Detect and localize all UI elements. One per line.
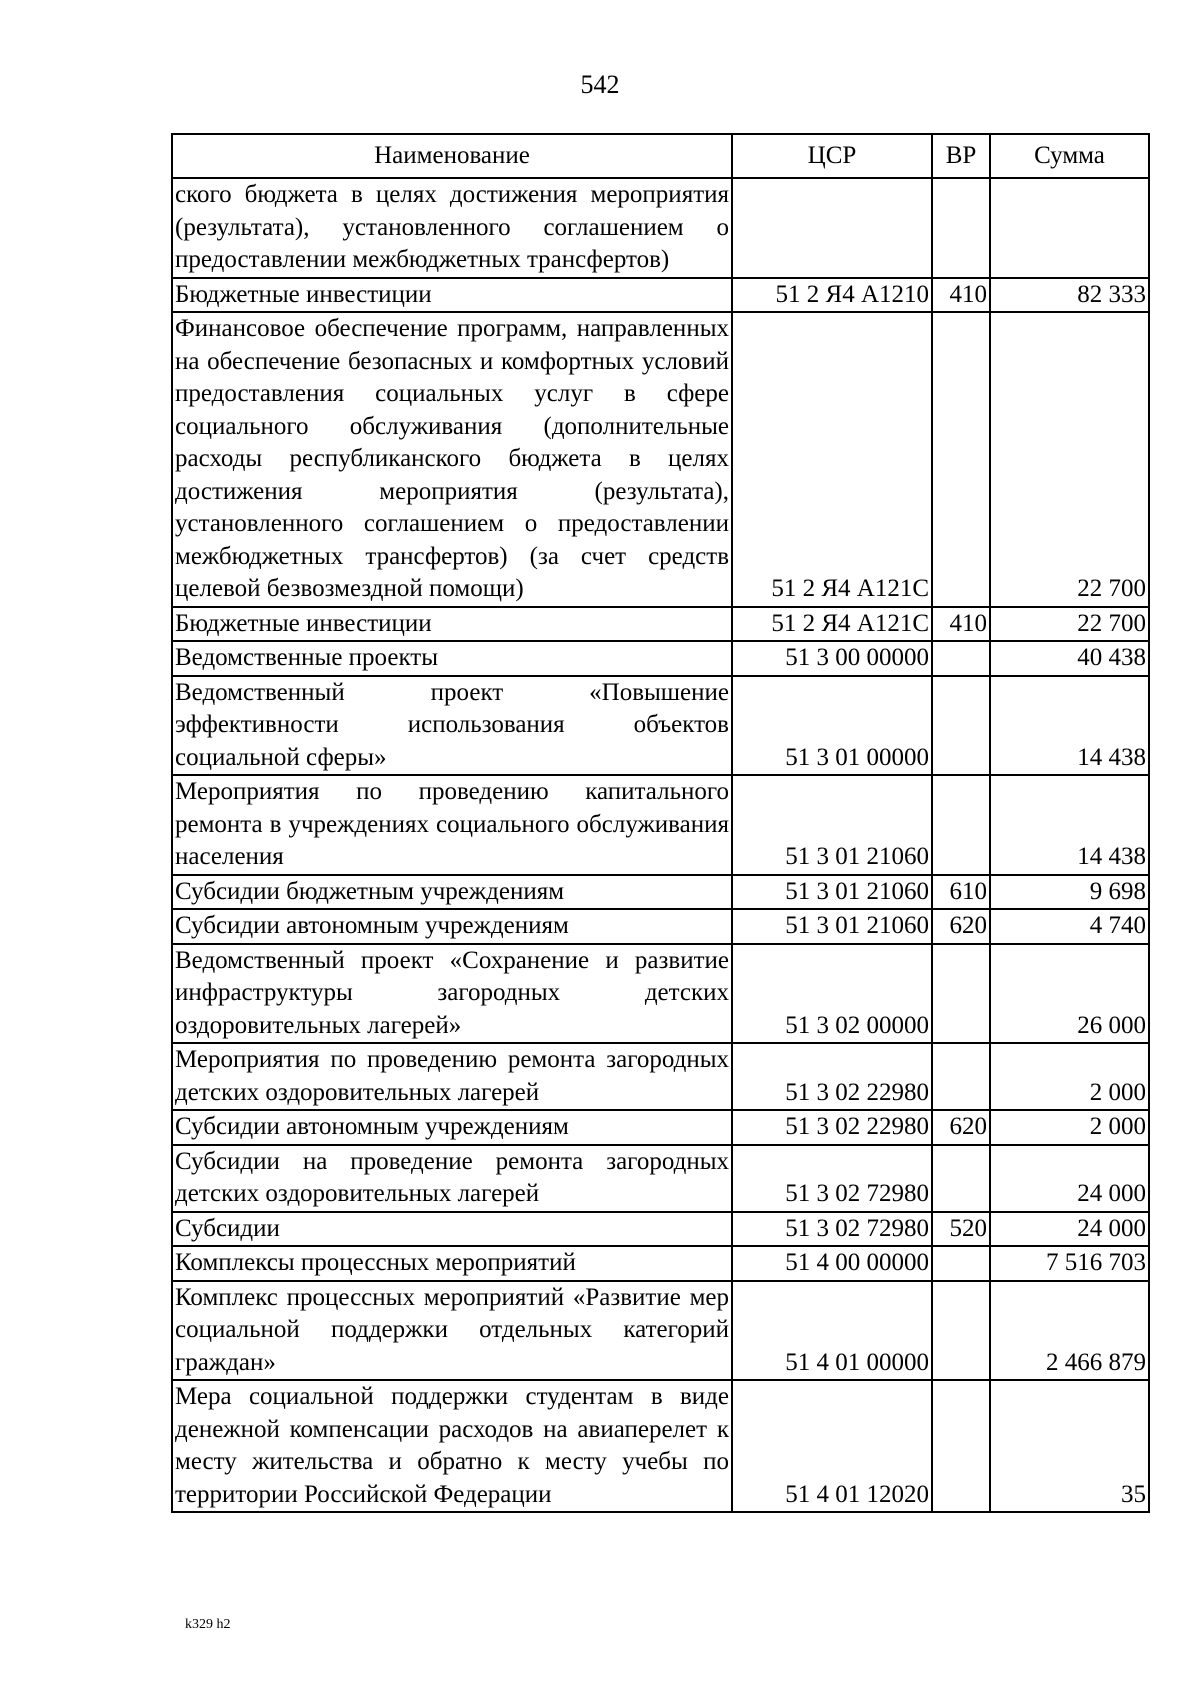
row-name-cell: Бюджетные инвестиции [172, 607, 732, 642]
row-name-cell: Бюджетные инвестиции [172, 278, 732, 313]
row-csr-cell: 51 3 01 21060 [732, 909, 932, 944]
row-csr-cell: 51 2 Я4 А1210 [732, 278, 932, 313]
row-sum-cell: 26 000 [990, 944, 1149, 1044]
row-name-cell: Субсидии автономным учреждениям [172, 909, 732, 944]
header-csr: ЦСР [732, 134, 932, 178]
row-name-cell: Субсидии автономным учреждениям [172, 1110, 732, 1145]
footer-code: k329 h2 [185, 1617, 231, 1632]
row-vr-cell: 610 [932, 875, 990, 910]
table-row [172, 1281, 1149, 1381]
row-csr-cell: 51 4 01 00000 [732, 1281, 932, 1381]
table-row [172, 944, 1149, 1044]
row-csr-cell: 51 3 01 21060 [732, 775, 932, 875]
row-vr-cell [932, 1281, 990, 1381]
row-name-cell: Ведомственный проект «Повышение эффективности использования объектов социальной сферы» [172, 676, 732, 776]
row-sum-cell: 24 000 [990, 1145, 1149, 1212]
table-row [172, 909, 1149, 944]
row-vr-cell [932, 1246, 990, 1281]
row-name-cell: Финансовое обеспечение программ, направленных на обеспечение безопасных и комфортных условий предоставления социальных услуг в сфере социального обслуживания (дополнительные расходы республиканского бюджета в целях достижения мероприятия (результата), установленного соглашением о предоставлении межбюджетных трансфертов) (за счет средств целевой безвозмездной помощи) [172, 312, 732, 607]
table-row [172, 607, 1149, 642]
row-vr-cell [932, 641, 990, 676]
row-csr-cell [732, 178, 932, 278]
row-sum-cell: 22 700 [990, 607, 1149, 642]
table-row [172, 1212, 1149, 1247]
row-csr-cell: 51 3 02 72980 [732, 1212, 932, 1247]
row-sum-cell: 2 000 [990, 1043, 1149, 1110]
table-row [172, 178, 1149, 278]
row-csr-cell: 51 2 Я4 А121С [732, 312, 932, 607]
row-sum-cell: 82 333 [990, 278, 1149, 313]
row-csr-cell: 51 4 00 00000 [732, 1246, 932, 1281]
row-csr-cell: 51 3 01 21060 [732, 875, 932, 910]
row-sum-cell: 4 740 [990, 909, 1149, 944]
row-name-cell: Субсидии бюджетным учреждениям [172, 875, 732, 910]
row-sum-cell: 7 516 703 [990, 1246, 1149, 1281]
row-vr-cell [932, 312, 990, 607]
budget-table [171, 133, 1150, 1513]
row-name-cell: Субсидии на проведение ремонта загородных детских оздоровительных лагерей [172, 1145, 732, 1212]
row-name-cell: ского бюджета в целях достижения мероприятия (результата), установленного соглашением о предоставлении межбюджетных трансфертов) [172, 178, 732, 278]
row-name-cell: Мера социальной поддержки студентам в виде денежной компенсации расходов на авиаперелет к месту жительства и обратно к месту учебы по территории Российской Федерации [172, 1380, 732, 1512]
row-vr-cell: 620 [932, 1110, 990, 1145]
page-number: 542 [580, 70, 620, 99]
header-vr: ВР [932, 134, 990, 178]
row-sum-cell: 2 466 879 [990, 1281, 1149, 1381]
row-csr-cell: 51 4 01 12020 [732, 1380, 932, 1512]
row-csr-cell: 51 3 02 22980 [732, 1043, 932, 1110]
row-sum-cell: 14 438 [990, 775, 1149, 875]
row-csr-cell: 51 3 02 72980 [732, 1145, 932, 1212]
row-sum-cell: 22 700 [990, 312, 1149, 607]
row-vr-cell [932, 1145, 990, 1212]
table-row [172, 676, 1149, 776]
row-csr-cell: 51 2 Я4 А121С [732, 607, 932, 642]
row-vr-cell [932, 1380, 990, 1512]
table-row [172, 775, 1149, 875]
table-row [172, 1380, 1149, 1512]
row-vr-cell [932, 1043, 990, 1110]
table-body [172, 178, 1149, 1512]
row-csr-cell: 51 3 02 00000 [732, 944, 932, 1044]
table-row [172, 312, 1149, 607]
row-sum-cell: 40 438 [990, 641, 1149, 676]
table-row [172, 875, 1149, 910]
row-name-cell: Ведомственные проекты [172, 641, 732, 676]
row-csr-cell: 51 3 00 00000 [732, 641, 932, 676]
row-vr-cell [932, 178, 990, 278]
row-csr-cell: 51 3 01 00000 [732, 676, 932, 776]
row-sum-cell: 14 438 [990, 676, 1149, 776]
table-row [172, 1110, 1149, 1145]
row-vr-cell: 620 [932, 909, 990, 944]
row-sum-cell: 24 000 [990, 1212, 1149, 1247]
row-name-cell: Комплексы процессных мероприятий [172, 1246, 732, 1281]
table-header-row [172, 134, 1149, 178]
table-row [172, 278, 1149, 313]
row-sum-cell [990, 178, 1149, 278]
header-sum: Сумма [990, 134, 1149, 178]
table-row [172, 1043, 1149, 1110]
table-row [172, 641, 1149, 676]
row-vr-cell: 410 [932, 607, 990, 642]
table-row [172, 1246, 1149, 1281]
row-vr-cell [932, 676, 990, 776]
row-csr-cell: 51 3 02 22980 [732, 1110, 932, 1145]
row-name-cell: Мероприятия по проведению капитального ремонта в учреждениях социального обслуживания населения [172, 775, 732, 875]
header-name: Наименование [172, 134, 732, 178]
row-sum-cell: 35 [990, 1380, 1149, 1512]
row-vr-cell: 520 [932, 1212, 990, 1247]
row-sum-cell: 2 000 [990, 1110, 1149, 1145]
table-row [172, 1145, 1149, 1212]
row-vr-cell [932, 775, 990, 875]
row-vr-cell [932, 944, 990, 1044]
row-vr-cell: 410 [932, 278, 990, 313]
row-name-cell: Комплекс процессных мероприятий «Развитие мер социальной поддержки отдельных категорий граждан» [172, 1281, 732, 1381]
row-name-cell: Ведомственный проект «Сохранение и развитие инфраструктуры загородных детских оздоровительных лагерей» [172, 944, 732, 1044]
row-name-cell: Мероприятия по проведению ремонта загородных детских оздоровительных лагерей [172, 1043, 732, 1110]
row-sum-cell: 9 698 [990, 875, 1149, 910]
row-name-cell: Субсидии [172, 1212, 732, 1247]
